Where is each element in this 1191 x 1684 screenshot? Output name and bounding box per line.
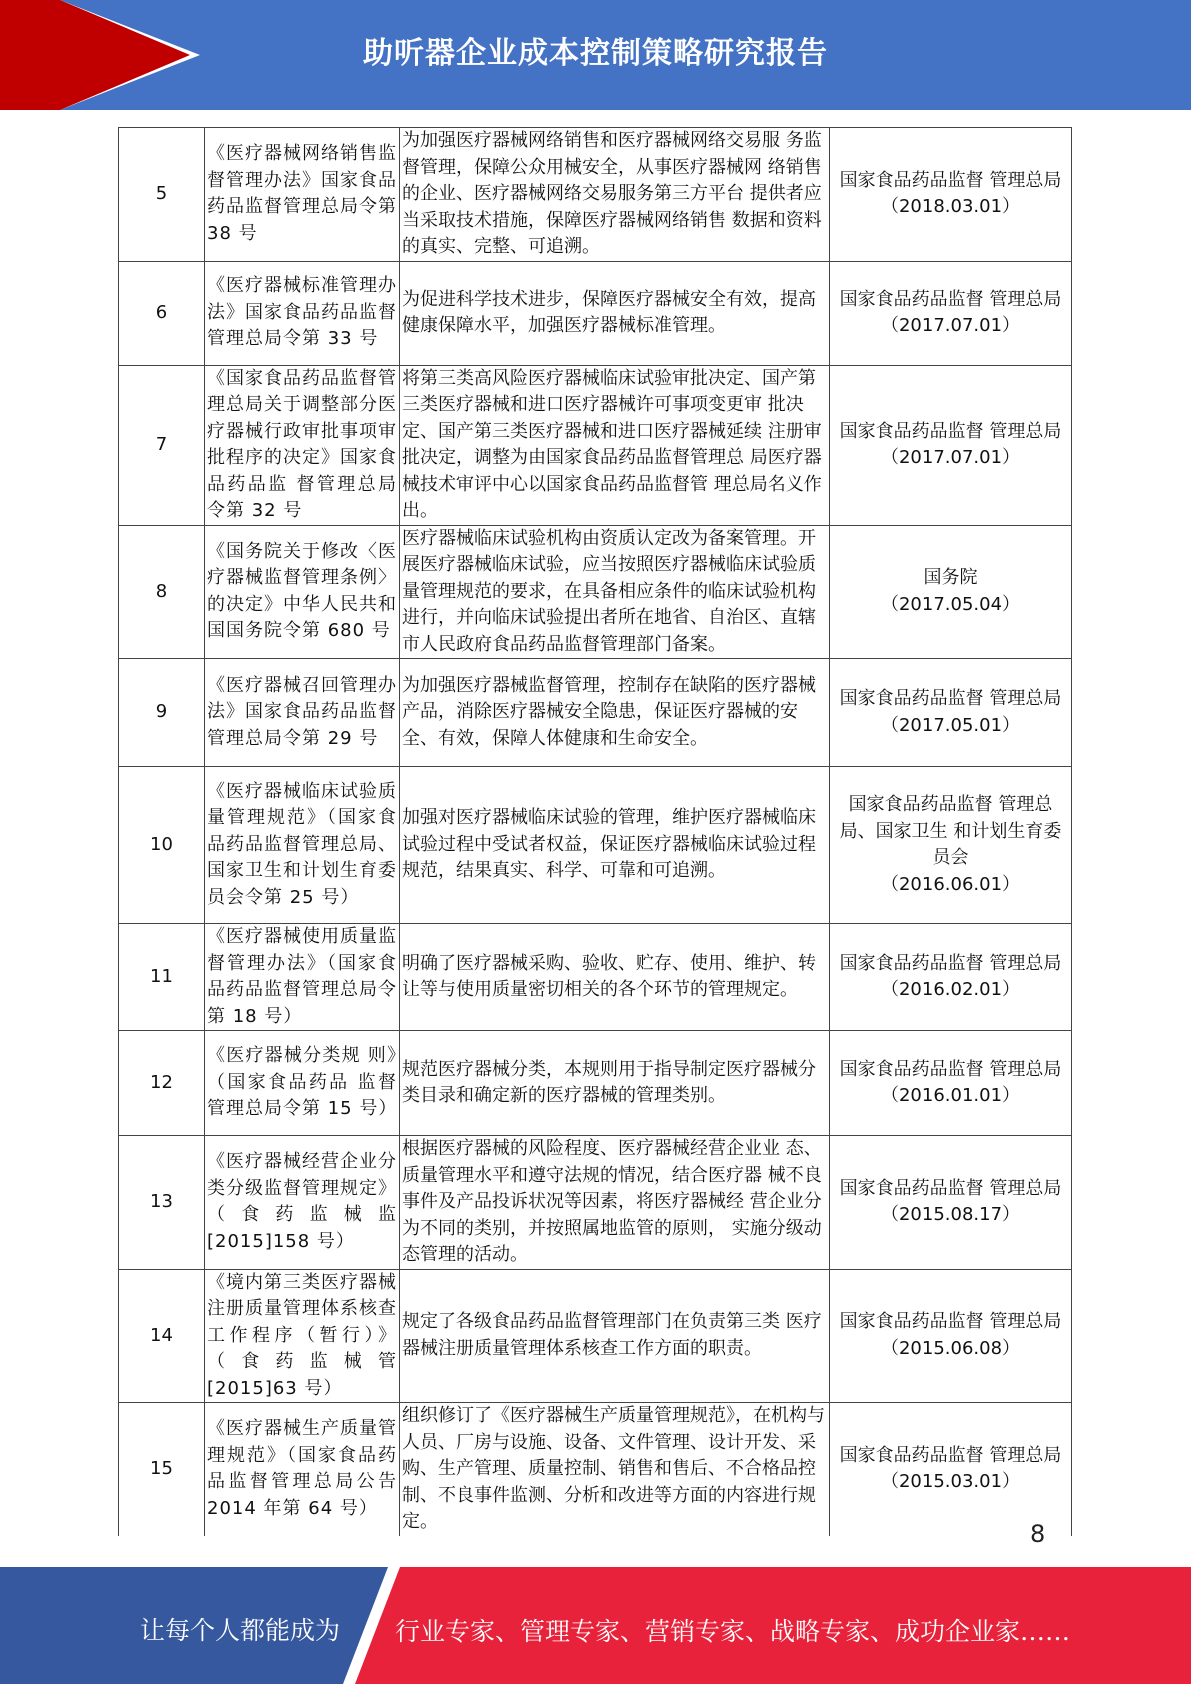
row-number: 7 [119,365,205,525]
row-number: 9 [119,659,205,767]
regulation-name: 《国务院关于修改〈医疗器械监督管理条例〉的决定》中华人民共和国国务院令第 680 号 [205,525,400,659]
table-row [119,128,1072,262]
table-row [119,1403,1072,1536]
regulation-name: 《医疗器械分类规 则》（国家食品药品 监督管理总局令第 15 号） [205,1031,400,1136]
regulation-name: 《医疗器械经营企业分类分级监督管理规定》（食药监械监[2015]158 号） [205,1136,400,1270]
regulation-description: 组织修订了《医疗器械生产质量管理规范》，在机构与人员、厂房与设施、设备、文件管理、设计开发、采购、生产管理、质量控制、销售和售后、不合格品控制、不良事件监测、分析和改进等方面的内容进行规定。 [400,1403,830,1536]
page-title: 助听器企业成本控制策略研究报告 [363,36,828,71]
row-number: 5 [119,128,205,262]
issuing-authority [830,924,1072,1031]
issuing-authority [830,1136,1072,1270]
authority-name: 国务院 [923,567,978,589]
row-number: 11 [119,924,205,1031]
regulation-name: 《医疗器械生产质量管理规范》（国家食品药品监督管理总局公告 2014 年第 64 号） [205,1403,400,1536]
table-row [119,525,1072,659]
authority-name: 国家食品药品监督 管理总局 [839,1444,1062,1466]
effective-date: （2017.05.01） [880,714,1021,736]
regulation-description: 医疗器械临床试验机构由资质认定改为备案管理。开展医疗器械临床试验，应当按照医疗器械临床试验质量管理规范的要求，在具备相应条件的临床试验机构进行，并向临床试验提出者所在地省、自治区、直辖市人民政府食品药品监督管理部门备案。 [400,525,830,659]
authority-name: 国家食品药品监督 管理总局 [839,688,1062,709]
authority-name: 国家食品药品监督 管理总局 [839,1058,1062,1080]
regulation-name: 《医疗器械标准管理办法》国家食品药品监督管理总局令第 33 号 [205,261,400,365]
row-number: 12 [119,1031,205,1136]
authority-name: 国家食品药品监督 管理总局 [839,420,1062,442]
authority-name: 国家食品药品监督 管理总局 [839,1177,1062,1199]
issuing-authority [830,365,1072,525]
footer-slogan-left: 让每个人都能成为 [140,1616,341,1645]
table-row [119,924,1072,1031]
regulation-description: 规范医疗器械分类，本规则用于指导制定医疗器械分类目录和确定新的医疗器械的管理类别。 [400,1031,830,1136]
regulation-description: 规定了各级食品药品监督管理部门在负责第三类 医疗器械注册质量管理体系核查工作方面的职责。 [400,1269,830,1403]
issuing-authority [830,1403,1072,1536]
header-banner [0,0,1191,110]
regulation-name: 《国家食品药品监督管理总局关于调整部分医疗器械行政审批事项审批程序的决定》国家食品药品监 督管理总局令第 32 号 [205,365,400,525]
regulation-name: 《医疗器械网络销售监督管理办法》国家食品药品监督管理总局令第 38 号 [205,128,400,262]
effective-date: （2015.08.17） [880,1204,1021,1226]
issuing-authority [830,128,1072,262]
authority-name: 国家食品药品监督 管理总局 [839,952,1062,974]
regulation-description: 为加强医疗器械网络销售和医疗器械网络交易服 务监督管理，保障公众用械安全，从事医疗器械网 络销售的企业、医疗器械网络交易服务第三方平台 提供者应当采取技术措施，保障医疗器械网络销售 数据和资料的真实、完整、可追溯。 [400,128,830,262]
effective-date: （2016.06.01） [880,873,1021,895]
table-row [119,261,1072,365]
table-row [119,659,1072,767]
footer-banner [0,1567,1191,1684]
table-row [119,1136,1072,1270]
footer-slogan-right: 行业专家、管理专家、营销专家、战略专家、成功企业家…… [395,1617,1071,1646]
row-number: 8 [119,525,205,659]
row-number: 14 [119,1269,205,1403]
authority-name: 国家食品药品监督 管理总局、国家卫生 和计划生育委员会 [839,794,1062,868]
authority-name: 国家食品药品监督 管理总局 [839,169,1062,191]
regulation-description: 明确了医疗器械采购、验收、贮存、使用、维护、转让等与使用质量密切相关的各个环节的管理规定。 [400,924,830,1031]
row-number: 15 [119,1403,205,1536]
regulation-description: 加强对医疗器械临床试验的管理，维护医疗器械临床试验过程中受试者权益，保证医疗器械临床试验过程规范，结果真实、科学、可靠和可追溯。 [400,767,830,924]
row-number: 6 [119,261,205,365]
table-row [119,1269,1072,1403]
regulation-name: 《境内第三类医疗器械注册质量管理体系核查工作程序（暂行）》（食药监械管[2015]63 号） [205,1269,400,1403]
issuing-authority [830,1031,1072,1136]
effective-date: （2015.03.01） [880,1471,1021,1493]
issuing-authority [830,659,1072,767]
effective-date: （2018.03.01） [880,196,1021,218]
regulation-description: 为促进科学技术进步，保障医疗器械安全有效，提高健康保障水平，加强医疗器械标准管理。 [400,261,830,365]
issuing-authority [830,767,1072,924]
effective-date: （2017.05.04） [880,593,1021,615]
regulations-table [118,127,1072,1536]
issuing-authority [830,261,1072,365]
regulation-name: 《医疗器械召回管理办法》国家食品药品监督管理总局令第 29 号 [205,659,400,767]
regulation-description: 将第三类高风险医疗器械临床试验审批决定、国产第三类医疗器械和进口医疗器械许可事项变更审 批决定、国产第三类医疗器械和进口医疗器械延续 注册审批决定，调整为由国家食品药品监督管理总 局医疗器械技术审评中心以国家食品药品监督管 理总局名义作出。 [400,365,830,525]
effective-date: （2017.07.01） [880,315,1021,336]
regulation-description: 为加强医疗器械监督管理，控制存在缺陷的医疗器械产品，消除医疗器械安全隐患，保证医疗器械的安全、有效，保障人体健康和生命安全。 [400,659,830,767]
authority-name: 国家食品药品监督 管理总局 [839,1311,1062,1333]
regulation-description: 根据医疗器械的风险程度、医疗器械经营企业业 态、质量管理水平和遵守法规的情况，结合医疗器 械不良事件及产品投诉状况等因素，将医疗器械经 营企业分为不同的类别，并按照属地监管的原则， 实施分级动态管理的活动。 [400,1136,830,1270]
issuing-authority [830,525,1072,659]
table-row [119,1031,1072,1136]
effective-date: （2015.06.08） [880,1337,1021,1359]
effective-date: （2017.07.01） [880,447,1021,468]
page-number: 8 [1030,1520,1046,1548]
authority-name: 国家食品药品监督 管理总局 [839,288,1062,310]
row-number: 10 [119,767,205,924]
row-number: 13 [119,1136,205,1270]
effective-date: （2016.01.01） [880,1085,1021,1106]
table-row [119,365,1072,525]
effective-date: （2016.02.01） [880,979,1021,1000]
regulation-name: 《医疗器械临床试验质量管理规范》（国家食品药品监督管理总局、国家卫生和计划生育委员会令第 25 号） [205,767,400,924]
regulation-name: 《医疗器械使用质量监督管理办法》（国家食品药品监督管理总局令第 18 号） [205,924,400,1031]
table-row [119,767,1072,924]
issuing-authority [830,1269,1072,1403]
